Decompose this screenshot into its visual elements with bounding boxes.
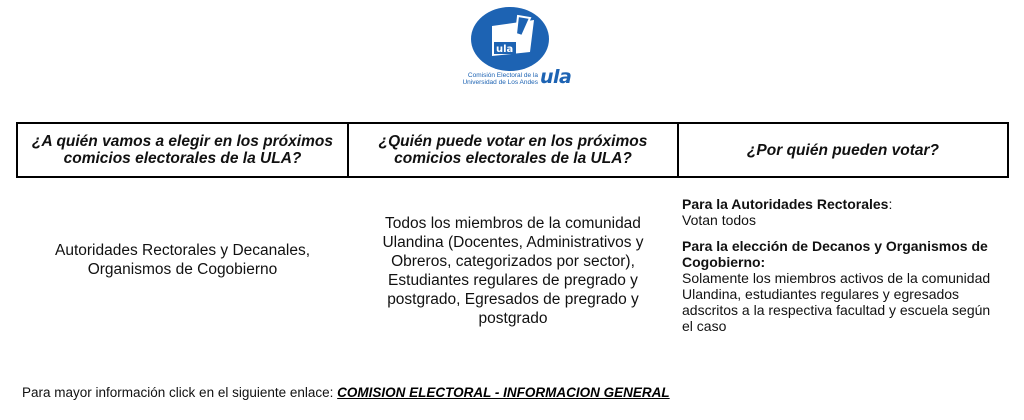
elections-info-table (16, 122, 1009, 334)
table-row (17, 177, 1008, 334)
header-vote-for-whom: ¿Por quién pueden votar? (678, 123, 1008, 177)
footer-info (22, 385, 670, 400)
rectoral-colon: : (888, 196, 893, 212)
logo-caption-line2: Universidad de Los Andes (462, 79, 538, 86)
electoral-info-link[interactable]: COMISION ELECTORAL - INFORMACION GENERAL (337, 385, 670, 400)
header-who-can-vote: ¿Quién puede votar en los próximos comicios electorales de la ULA? (348, 123, 678, 177)
cell-voters: Todos los miembros de la comunidad Ulandina (Docentes, Administrativos y Obreros, categorizados por sector), Estudiantes regulares de pregrado y postgrado, Egresados de pregrado y postgrado (382, 215, 644, 327)
deans-text: Solamente los miembros activos de la comunidad Ulandina, estudiantes regulares y egresados adscritos a la respectiva facultad y escuela según el caso (682, 270, 991, 334)
rectoral-text: Votan todos (682, 212, 756, 228)
logo-wordmark: ula (540, 66, 572, 88)
ula-emblem-icon (470, 6, 550, 72)
deans-block (682, 238, 1002, 334)
logo-caption-line1: Comisión Electoral de la (467, 72, 538, 79)
deans-title: Para la elección de Decanos y Organismos de Cogobierno: (682, 238, 988, 270)
rectoral-block (682, 196, 1002, 228)
table-header-row (17, 123, 1008, 177)
rectoral-title: Para la Autoridades Rectorales (682, 196, 889, 212)
footer-prefix: Para mayor información click en el siguiente enlace: (22, 385, 338, 400)
logo-caption (430, 72, 538, 86)
emblem-text: ula (496, 44, 514, 55)
logo (430, 6, 590, 88)
cell-vote-scope (678, 177, 1008, 334)
header-whom-to-elect: ¿A quién vamos a elegir en los próximos comicios electorales de la ULA? (17, 123, 348, 177)
cell-authorities: Autoridades Rectorales y Decanales, Organismos de Cogobierno (54, 242, 311, 278)
